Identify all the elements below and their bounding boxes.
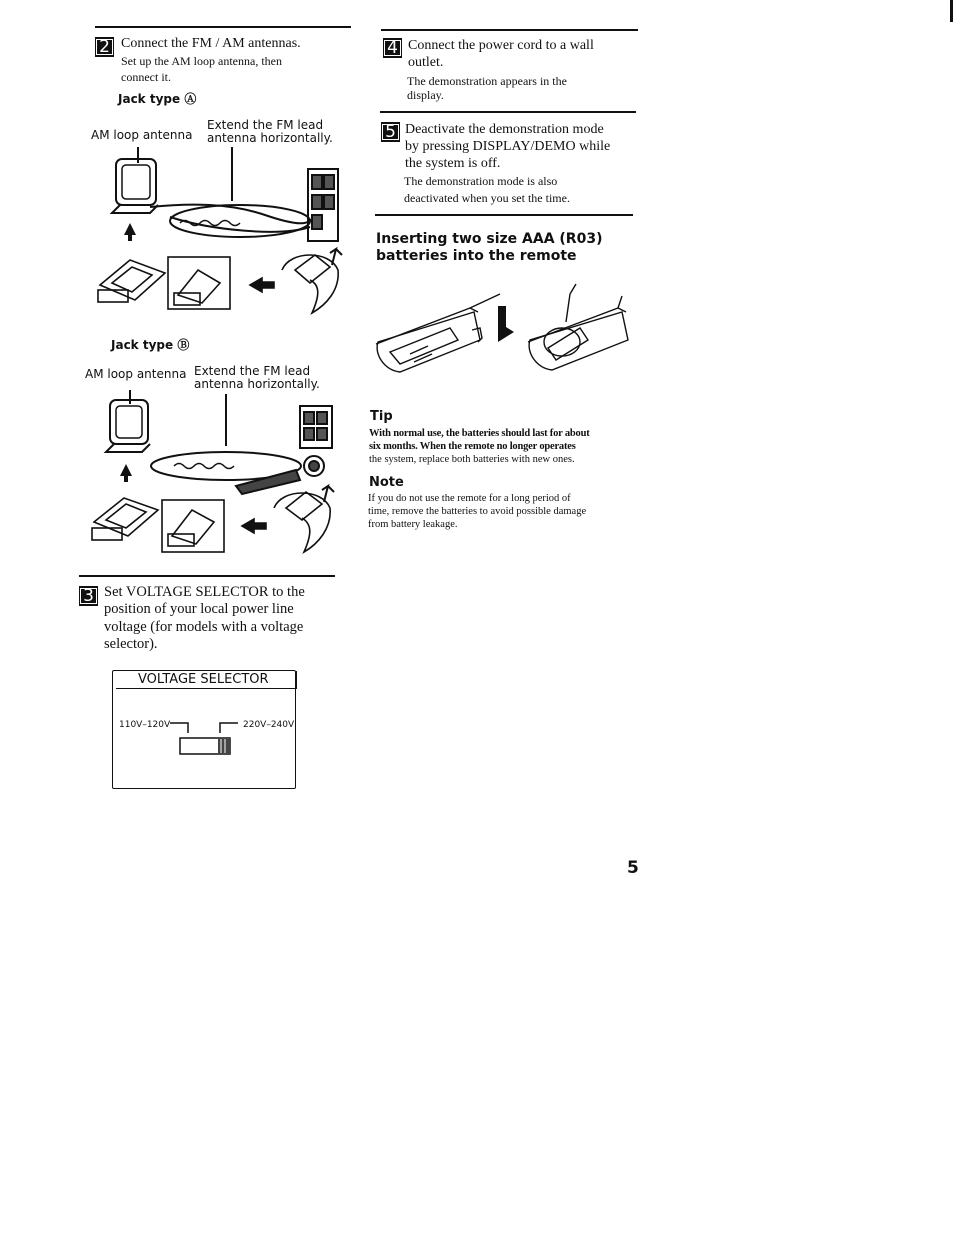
step3-line1: Set VOLTAGE SELECTOR to the — [104, 584, 305, 600]
tip-heading: Tip — [370, 409, 393, 424]
step5-number: 5 — [381, 122, 400, 142]
step2-number: 2 — [95, 37, 114, 57]
step3-line4: selector). — [104, 636, 158, 652]
batteries-title-line1: Inserting two size AAA (R03) — [376, 231, 603, 247]
step4-line1: Connect the power cord to a wall — [408, 38, 594, 53]
jack-a-fm-line2: antenna horizontally. — [207, 131, 333, 145]
jack-type-a-heading: Jack type Ⓐ — [118, 92, 197, 106]
step4-note1: The demonstration appears in the — [407, 74, 567, 88]
jack-b-am-label: AM loop antenna — [85, 367, 187, 381]
tip-line1: With normal use, the batteries should last for about — [369, 428, 590, 439]
step5-note2: deactivated when you set the time. — [404, 191, 570, 205]
jack-a-fm-line1: Extend the FM lead — [207, 118, 324, 132]
note-line2: time, remove the batteries to avoid possible damage — [368, 506, 587, 517]
tip-line2: six months. When the remote no longer operates — [369, 441, 576, 452]
step5-rule — [380, 111, 636, 113]
jack-a-am-label: AM loop antenna — [91, 128, 193, 142]
voltage-option-high: 220V–240V — [243, 720, 295, 730]
note-line3: from battery leakage. — [368, 519, 458, 530]
step4-rule — [381, 29, 638, 31]
step4-number: 4 — [383, 38, 402, 58]
step2-line1: Set up the AM loop antenna, then — [121, 54, 282, 68]
step3-line3: voltage (for models with a voltage — [104, 619, 304, 635]
step3-line2: position of your local power line — [104, 601, 294, 617]
step2-rule — [95, 26, 351, 28]
note-heading: Note — [369, 475, 404, 490]
battery-insertion-diagram — [370, 282, 635, 382]
step4-line2: outlet. — [408, 55, 444, 70]
tip-line3: the system, replace both batteries with new ones. — [369, 454, 575, 465]
step5-line2: by pressing DISPLAY/DEMO while — [405, 139, 611, 154]
voltage-switch[interactable] — [170, 718, 245, 758]
step2-title: Connect the FM / AM antennas. — [121, 36, 301, 51]
jack-type-b-heading: Jack type Ⓑ — [111, 338, 190, 352]
jack-b-fm-line1: Extend the FM lead — [194, 364, 311, 378]
antenna-diagram-a — [90, 145, 350, 320]
step5-line3: the system is off. — [405, 156, 501, 171]
step3-rule — [79, 575, 335, 577]
step3-number: 3 — [79, 586, 98, 606]
note-line1: If you do not use the remote for a long period of — [368, 493, 571, 504]
voltage-selector-title: VOLTAGE SELECTOR — [138, 672, 269, 687]
step4-note2: display. — [407, 88, 444, 102]
step5-line1: Deactivate the demonstration mode — [405, 122, 604, 137]
jack-b-fm-line2: antenna horizontally. — [194, 377, 320, 391]
step2-line2: connect it. — [121, 70, 171, 84]
batteries-rule — [375, 214, 633, 216]
voltage-option-low: 110V–120V — [119, 720, 171, 730]
page-number: 5 — [627, 858, 639, 878]
batteries-title-line2: batteries into the remote — [376, 248, 577, 264]
edge-mark — [950, 0, 953, 22]
antenna-diagram-b — [86, 388, 341, 560]
step5-note1: The demonstration mode is also — [404, 174, 558, 188]
